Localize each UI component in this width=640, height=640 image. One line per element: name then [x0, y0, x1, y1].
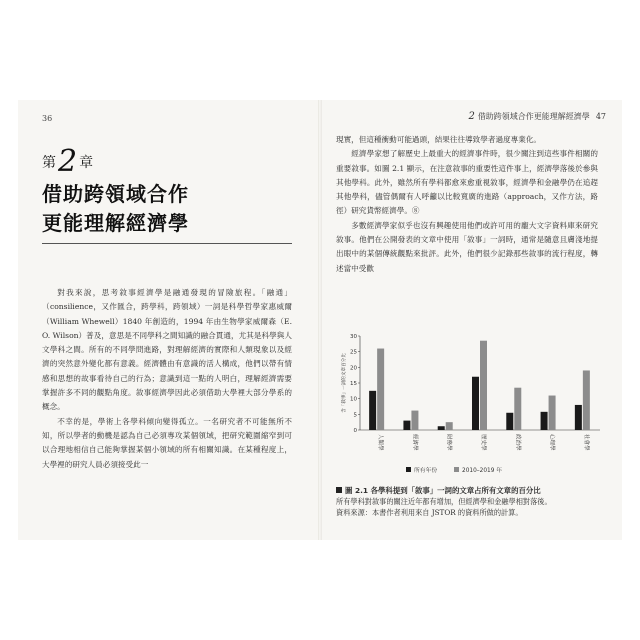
x-category-label: 政治學	[514, 434, 521, 451]
chapter-suffix: 章	[79, 155, 94, 171]
bar-all-years	[472, 377, 479, 430]
chapter-number: 2	[58, 144, 78, 179]
y-tick-label: 5	[353, 412, 357, 419]
bar-chart-svg	[336, 330, 606, 480]
legend-swatch	[454, 467, 459, 472]
bar-all-years	[369, 391, 376, 430]
right-page	[322, 100, 622, 540]
bar-recent	[549, 396, 556, 430]
paragraph: 多數經濟學家似乎也沒有興趣使用他們或許可用的龐大文字資料庫來研究敘事。他們在公開發表的文章中使用「敘事」一詞時，通常是隨意且膚淺地提出眼中的某個傳統觀點來批評。此外，他們很少記錄那些敘事的流行程度，轉述當中受歡	[336, 220, 598, 273]
page-number-left: 36	[42, 114, 53, 123]
chapter-title-line-1: 借助跨領域合作	[42, 182, 189, 206]
y-tick-label: 10	[350, 396, 357, 403]
figure-label: 圖 2.1	[345, 486, 369, 495]
book-spread	[18, 100, 622, 540]
y-tick-label: 25	[350, 349, 357, 356]
figure-title-text: 各學科提到「敘事」一詞的文章占所有文章的百分比	[370, 486, 541, 495]
title-divider	[42, 243, 292, 244]
running-title: 借助跨領域合作更能理解經濟學	[477, 112, 590, 121]
figure-caption	[336, 485, 606, 518]
paragraph: 現實，但這種衝動可能過頭，結果往往導致學者過度專業化。	[336, 135, 542, 144]
bar-recent	[411, 411, 418, 430]
bar-recent	[480, 341, 487, 430]
figure-marker-icon	[336, 487, 342, 493]
figure-2-1-chart	[336, 330, 606, 480]
legend-label: 2010–2019 年	[462, 468, 503, 474]
figure-caption-line-1: 所有學科對敘事的關注近年都有增加，但經濟學和金融學相對落後。	[336, 497, 552, 506]
chapter-title-line-2: 更能理解經濟學	[42, 211, 189, 235]
running-header	[468, 111, 606, 122]
x-category-label: 社會學	[582, 434, 589, 451]
bar-recent	[377, 349, 384, 430]
x-category-label: 財務學	[445, 434, 452, 451]
figure-caption-line-2: 資料來源：本書作者利用來自 JSTOR 的資料所做的計算。	[336, 508, 523, 517]
legend-label: 所有年份	[414, 468, 438, 474]
x-category-label: 歷史學	[480, 434, 486, 451]
paragraph: 不幸的是，學術上各學科傾向變得孤立。一名研究者不可能無所不知，所以學者的動機是認為自己必須專攻某個領域，把研究範圍縮窄到可以合理地相信自己能夠掌握某個小領域的所有相關知識。在某種程度上，大學裡的研究人員必須接受此一	[42, 416, 292, 469]
page-number-right: 47	[595, 112, 606, 121]
y-tick-label: 30	[350, 334, 357, 340]
y-tick-label: 20	[350, 365, 357, 372]
bar-all-years	[506, 413, 513, 430]
bar-all-years	[403, 421, 410, 430]
chapter-number-label	[42, 144, 93, 179]
bar-all-years	[541, 412, 548, 430]
y-axis-label: 含「敘事」一詞的文章百分比	[342, 353, 347, 413]
x-category-label: 心理學	[548, 434, 555, 451]
bar-recent	[514, 388, 521, 430]
y-tick-label: 0	[353, 428, 357, 434]
left-body-text	[42, 286, 292, 472]
paragraph: 對我來說，思考敘事經濟學是融通發現的冒險旅程。「融通」（consilience，又作匯合，跨學科，跨領域）一詞是科學哲學家惠威爾（William Whewell）1840 年創造的，1994 年由生物學家威爾森（E. O. Wilson）普及，意思是不同學科之間知識的融合貫通，尤其是科學與人文學科之間。所有的不同學問進路，對理解經濟的實際和人類現象以及經濟的突然意外變化都有意義。經濟體由有意識的活人構成，他們以帶有情感和思想的故事看待自己的行為；意識到這一點的人明白，理解經濟需要掌握許多不同的觀點角度。敘事經濟學因此必須借助大學裡大部分學系的概念。	[42, 288, 292, 412]
x-category-label: 人類學	[377, 434, 384, 451]
paragraph: 經濟學家想了解歷史上最重大的經濟事件時，很少關注到這些事件相關的重要敘事。如圖 2.1 顯示，在注意敘事的重要性這件事上，經濟學落後於參與其他學科。此外，雖然所有學科都愈來愈重視敘事，經濟學和金融學仍在追趕其他學科，儘管偶爾有人呼籲以比較寬廣的進路（approach，又作方法，路徑）研究貨幣經濟學。⑧	[336, 149, 598, 216]
bar-recent	[446, 422, 453, 430]
running-chapter-number: 2	[468, 111, 475, 122]
bar-all-years	[438, 426, 445, 430]
x-category-label: 經濟學	[411, 434, 418, 451]
figure-title	[336, 485, 606, 496]
chapter-title	[42, 180, 189, 238]
bar-recent	[583, 370, 590, 430]
bar-all-years	[575, 405, 582, 430]
right-body-text	[336, 133, 598, 276]
y-tick-label: 15	[350, 381, 357, 387]
legend-swatch	[406, 467, 411, 472]
chapter-prefix: 第	[42, 155, 56, 171]
left-page	[18, 100, 318, 540]
